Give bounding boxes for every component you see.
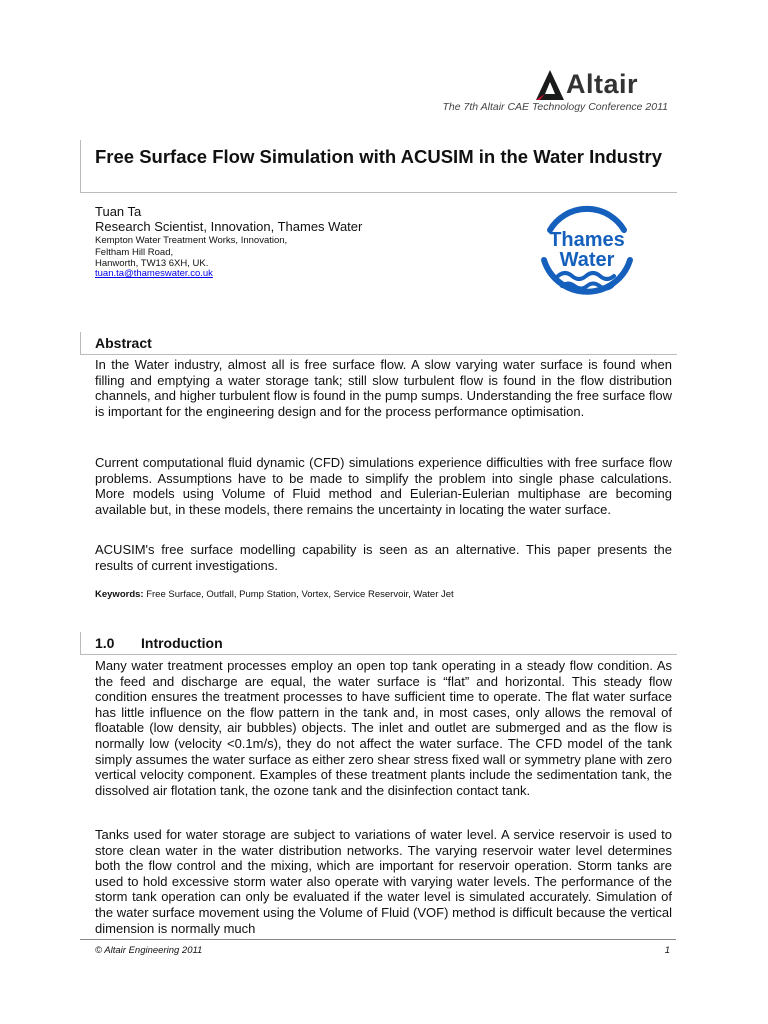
footer-copyright: © Altair Engineering 2011	[95, 945, 203, 956]
abstract-heading: Abstract	[95, 335, 152, 351]
keywords-label: Keywords:	[95, 589, 144, 600]
author-role: Research Scientist, Innovation, Thames Water	[95, 219, 363, 234]
abstract-paragraph: ACUSIM's free surface modelling capability is seen as an alternative. This paper presents the results of current investigations.	[95, 542, 672, 573]
author-name: Tuan Ta	[95, 204, 142, 219]
introduction-paragraph: Tanks used for water storage are subject to variations of water level. A service reservoir is used to store clean water in the water distribution networks. The varying reservoir water level determines both the flow control and the mixing, which are important for reservoir operation. Storm tanks are used to hold excessive storm water also operate with varying water levels. The performance of the storm tank operation can only be evaluated if the water level is simulated accurately. Simulation of the water surface movement using the Volume of Fluid (VOF) method is difficult because the vertical dimension is normally much	[95, 827, 672, 936]
author-address-line: Kempton Water Treatment Works, Innovation,	[95, 235, 288, 246]
section-number: 1.0	[95, 635, 115, 651]
page-number: 1	[664, 945, 670, 956]
introduction-heading: Introduction	[141, 635, 223, 651]
abstract-rule	[80, 332, 677, 355]
introduction-paragraph: Many water treatment processes employ an open top tank operating in a steady flow condition. As the feed and discharge are equal, the water surface is “flat” and horizontal. This steady flow condition ensures the treatment processes to have sufficient time to operate. The flat water surface has little influence on the flow pattern in the tank and, in most cases, only allows the removal of floatable (low density, air bubbles) objects. The inlet and outlet are submerged and as the flow is normally low (velocity <0.1m/s), they do not affect the water surface. The CFD model of the tank simply assumes the water surface as either zero shear stress fixed wall or symmetry plane with zero vertical velocity component. Examples of these treatment plants include the sedimentation tank, the dissolved air flotation tank, the ozone tank and the disinfection contact tank.	[95, 658, 672, 798]
altair-logo	[536, 66, 672, 106]
thames-water-logo	[536, 196, 638, 308]
author-email-link[interactable]: tuan.ta@thameswater.co.uk	[95, 268, 213, 279]
footer-rule	[80, 939, 676, 940]
keywords-line	[95, 589, 454, 600]
altair-wordmark: Altair	[566, 69, 639, 99]
thames-logo-line1: Thames	[549, 229, 625, 251]
abstract-paragraph: Current computational fluid dynamic (CFD) simulations experience difficulties with free surface flow problems. Assumptions have to be made to simplify the problem into single phase calculations. More models using Volume of Fluid method and Eulerian-Eulerian multiphase are becoming available but, in these models, there remains the uncertainty in locating the water surface.	[95, 455, 672, 517]
thames-water-badge-icon	[536, 196, 638, 308]
author-address-line: Hanworth, TW13 6XH, UK.	[95, 258, 209, 269]
thames-logo-line2: Water	[559, 249, 615, 271]
abstract-paragraph: In the Water industry, almost all is free surface flow. A slow varying water surface is found when filling and emptying a water storage tank; still slow turbulent flow is found in the flow distribution channels, and higher turbulent flow is found in the pump sumps. Understanding the free surface flow is important for the engineering design and for the process performance optimisation.	[95, 357, 672, 419]
paper-title: Free Surface Flow Simulation with ACUSIM in the Water Industry	[95, 146, 663, 167]
author-address-line: Feltham Hill Road,	[95, 247, 174, 258]
conference-line: The 7th Altair CAE Technology Conference 2011	[442, 101, 668, 113]
altair-triangle-icon	[536, 70, 564, 100]
keywords-list: Free Surface, Outfall, Pump Station, Vortex, Service Reservoir, Water Jet	[146, 589, 454, 600]
